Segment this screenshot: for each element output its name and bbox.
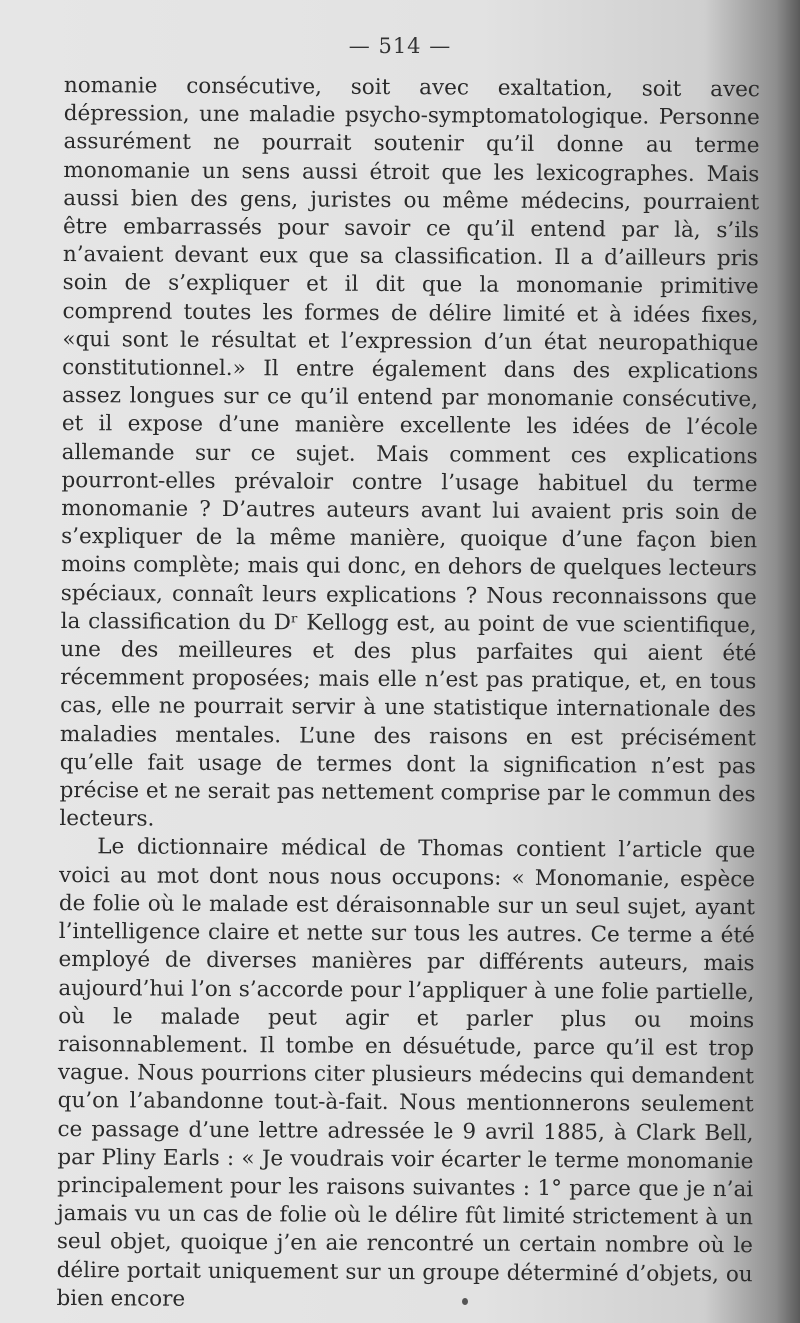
ink-speck [462,1298,468,1305]
paragraph-2: Le dictionnaire médical de Thomas contient l’article que voici au mot dont nous nous occupons: « Monomanie, espèce de folie où le malade est déraisonnable sur un seul sujet, ayant l’intelligence claire et nette sur tous les autres. Ce terme a été employé de diverses manières par différents auteurs, mais aujourd’hui l’on s’accorde pour l’appliquer à une folie partielle, où le malade peut agir et parler plus ou moins raisonnablement. Il tombe en désuétude, parce qu’il est trop vague. Nous pourrions citer plusieurs médecins qui demandent qu’on l’abandonne tout-à-fait. Nous mentionnerons seulement ce passage d’une lettre adressée le 9 avril 1885, à Clark Bell, par Pliny Earls : « Je voudrais voir écarter le terme monomanie principalement pour les raisons suivantes : 1° parce que je n’ai jamais vu un cas de folie où le délire fût limité strictement à un seul objet, quoique j’en aie rencontré un certain nombre où le délire portait uniquement sur un groupe déterminé d’objets, ou bien encore [56,834,756,1312]
paragraph-1: nomanie consécutive, soit avec exaltation, soit avec dépression, une maladie psycho-symptomatologique. Personne assurément ne pourrait soutenir qu’il donne au terme monomanie un sens aussi étroit que les lexicographes. Mais aussi bien des gens, juristes ou même médecins, pourraient être embarrassés pour savoir ce qu’il entend par là, s’ils n’avaient devant eux que sa classification. Il a d’ailleurs pris soin de s’expliquer et il dit que la monomanie primitive comprend toutes les formes de délire limité et à idées fixes, «qui sont le résultat et l’expression d’un état neuropathique constitutionnel.» Il entre également dans des explications assez longues sur ce qu’il entend par monomanie consécutive, et il expose d’une manière excellente les idées de l’école allemande sur ce sujet. Mais comment ces explications pourront-elles prévaloir contre l’usage habituel du terme monomanie ? D’autres auteurs avant lui avaient pris soin de s’expliquer de la même manière, quoique d’une façon bien moins complète; mais qui donc, en dehors de quelques lecteurs spéciaux, connaît leurs explications ? Nous reconnaissons que la classification du Dʳ Kellogg est, au point de vue scientifique, une des meilleures et des plus parfaites qui aient été récemment proposées; mais elle n’est pas pratique, et, en tous cas, elle ne pourrait servir à une statistique internationale des maladies mentales. L’une des raisons en est précisément qu’elle fait usage de termes dont la signification n’est pas précise et ne serait pas nettement comprise par le commun des lecteurs. [59,72,760,832]
page-body [56,72,760,1317]
page-number: — 514 — [348,34,452,58]
